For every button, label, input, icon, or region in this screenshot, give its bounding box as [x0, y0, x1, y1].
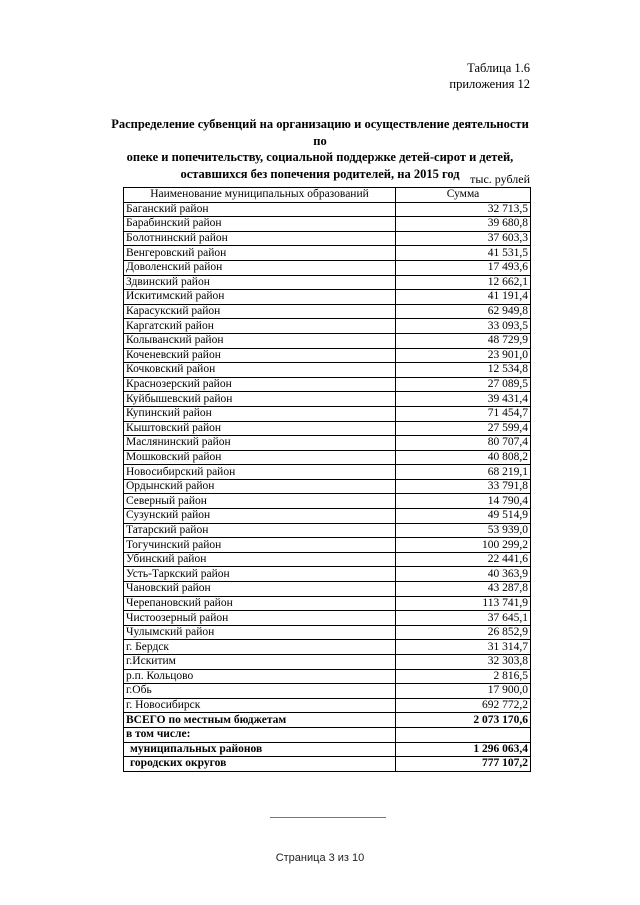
amount-value: 113 741,9: [396, 596, 531, 611]
municipality-name: Тогучинский район: [124, 538, 396, 553]
amount-value: 1 296 063,4: [396, 742, 531, 757]
municipality-name: Карасукский район: [124, 304, 396, 319]
municipality-name: Усть-Таркский район: [124, 567, 396, 582]
amount-value: 39 431,4: [396, 392, 531, 407]
amount-value: 43 287,8: [396, 582, 531, 597]
municipality-name: Кыштовский район: [124, 421, 396, 436]
units-label: тыс. рублей: [470, 172, 530, 186]
municipality-name: Коченевский район: [124, 348, 396, 363]
table-row: [124, 640, 531, 655]
column-header-name: Наименование муниципальных образований: [124, 188, 396, 203]
municipality-name: г.Обь: [124, 684, 396, 699]
amount-value: 33 093,5: [396, 319, 531, 334]
amount-value: 17 900,0: [396, 684, 531, 699]
amount-value: 62 949,8: [396, 304, 531, 319]
amount-value: 48 729,9: [396, 333, 531, 348]
municipality-name: городских округов: [124, 757, 396, 772]
table-row: [124, 698, 531, 713]
amount-value: 100 299,2: [396, 538, 531, 553]
amount-value: 26 852,9: [396, 625, 531, 640]
table-row: [124, 304, 531, 319]
municipality-name: Убинский район: [124, 552, 396, 567]
table-row: [124, 727, 531, 742]
amount-value: 33 791,8: [396, 479, 531, 494]
municipality-name: Чистоозерный район: [124, 611, 396, 626]
municipality-name: Новосибирский район: [124, 465, 396, 480]
table-row: [124, 246, 531, 261]
table-row: [124, 333, 531, 348]
table-row: [124, 552, 531, 567]
table-number-label: Таблица 1.6: [467, 61, 530, 75]
municipality-name: Венгеровский район: [124, 246, 396, 261]
amount-value: 12 662,1: [396, 275, 531, 290]
table-row: [124, 421, 531, 436]
table-row: [124, 611, 531, 626]
amount-value: 40 363,9: [396, 567, 531, 582]
amount-value: 71 454,7: [396, 406, 531, 421]
municipality-name: Ордынский район: [124, 479, 396, 494]
table-row: [124, 713, 531, 728]
amount-value: 41 191,4: [396, 290, 531, 305]
municipality-name: Колыванский район: [124, 333, 396, 348]
municipality-name: Доволенский район: [124, 260, 396, 275]
municipality-name: в том числе:: [124, 727, 396, 742]
subsidy-table: [123, 187, 531, 772]
table-row: [124, 684, 531, 699]
municipality-name: Куйбышевский район: [124, 392, 396, 407]
amount-value: 80 707,4: [396, 436, 531, 451]
table-row: [124, 509, 531, 524]
municipality-name: Барабинский район: [124, 217, 396, 232]
amount-value: 31 314,7: [396, 640, 531, 655]
municipality-name: Краснозерский район: [124, 377, 396, 392]
amount-value: 37 603,3: [396, 231, 531, 246]
amount-value: 17 493,6: [396, 260, 531, 275]
table-row: [124, 669, 531, 684]
municipality-name: Здвинский район: [124, 275, 396, 290]
municipality-name: Чулымский район: [124, 625, 396, 640]
municipality-name: Мошковский район: [124, 450, 396, 465]
table-row: [124, 231, 531, 246]
table-row: [124, 348, 531, 363]
amount-value: 27 089,5: [396, 377, 531, 392]
appendix-label: приложения 12: [449, 77, 530, 91]
table-row: [124, 567, 531, 582]
table-row: [124, 275, 531, 290]
amount-value: 27 599,4: [396, 421, 531, 436]
municipality-name: Маслянинский район: [124, 436, 396, 451]
amount-value: 2 073 170,6: [396, 713, 531, 728]
amount-value: 12 534,8: [396, 363, 531, 378]
amount-value: 39 680,8: [396, 217, 531, 232]
amount-value: 37 645,1: [396, 611, 531, 626]
title-line: оставшихся без попечения родителей, на 2015 год: [180, 166, 460, 181]
amount-value: 32 303,8: [396, 655, 531, 670]
table-row: [124, 523, 531, 538]
municipality-name: г.Искитим: [124, 655, 396, 670]
municipality-name: Северный район: [124, 494, 396, 509]
table-row: [124, 538, 531, 553]
footer-divider: [270, 817, 386, 818]
table-row: [124, 436, 531, 451]
municipality-name: Купинский район: [124, 406, 396, 421]
table-body: [124, 202, 531, 771]
table-row: [124, 757, 531, 772]
title-line: Распределение субвенций на организацию и осуществление деятельности по: [111, 117, 529, 148]
document-title: [110, 116, 530, 182]
amount-value: 23 901,0: [396, 348, 531, 363]
table-row: [124, 450, 531, 465]
table-row: [124, 363, 531, 378]
table-row: [124, 406, 531, 421]
table-row: [124, 377, 531, 392]
table-row: [124, 655, 531, 670]
table-row: [124, 202, 531, 217]
municipality-name: Баганский район: [124, 202, 396, 217]
amount-value: 49 514,9: [396, 509, 531, 524]
column-header-sum: Сумма: [396, 188, 531, 203]
municipality-name: Болотнинский район: [124, 231, 396, 246]
amount-value: 22 441,6: [396, 552, 531, 567]
amount-value: 41 531,5: [396, 246, 531, 261]
table-row: [124, 582, 531, 597]
table-row: [124, 596, 531, 611]
table-row: [124, 260, 531, 275]
table-row: [124, 479, 531, 494]
amount-value: 68 219,1: [396, 465, 531, 480]
amount-value: 2 816,5: [396, 669, 531, 684]
title-line: опеке и попечительству, социальной поддержке детей-сирот и детей,: [126, 150, 514, 164]
table-row: [124, 494, 531, 509]
amount-value: [396, 727, 531, 742]
table-row: [124, 319, 531, 334]
municipality-name: муниципальных районов: [124, 742, 396, 757]
municipality-name: Кочковский район: [124, 363, 396, 378]
municipality-name: Татарский район: [124, 523, 396, 538]
amount-value: 14 790,4: [396, 494, 531, 509]
table-row: [124, 742, 531, 757]
amount-value: 53 939,0: [396, 523, 531, 538]
table-row: [124, 290, 531, 305]
municipality-name: Искитимский район: [124, 290, 396, 305]
municipality-name: Чановский район: [124, 582, 396, 597]
municipality-name: ВСЕГО по местным бюджетам: [124, 713, 396, 728]
table-row: [124, 392, 531, 407]
amount-value: 40 808,2: [396, 450, 531, 465]
municipality-name: г. Бердск: [124, 640, 396, 655]
page-number: Страница 3 из 10: [275, 852, 365, 864]
table-header-row: [124, 188, 531, 203]
table-row: [124, 217, 531, 232]
municipality-name: Черепановский район: [124, 596, 396, 611]
table-row: [124, 625, 531, 640]
amount-value: 777 107,2: [396, 757, 531, 772]
amount-value: 692 772,2: [396, 698, 531, 713]
municipality-name: Каргатский район: [124, 319, 396, 334]
municipality-name: Сузунский район: [124, 509, 396, 524]
municipality-name: г. Новосибирск: [124, 698, 396, 713]
municipality-name: р.п. Кольцово: [124, 669, 396, 684]
table-row: [124, 465, 531, 480]
amount-value: 32 713,5: [396, 202, 531, 217]
